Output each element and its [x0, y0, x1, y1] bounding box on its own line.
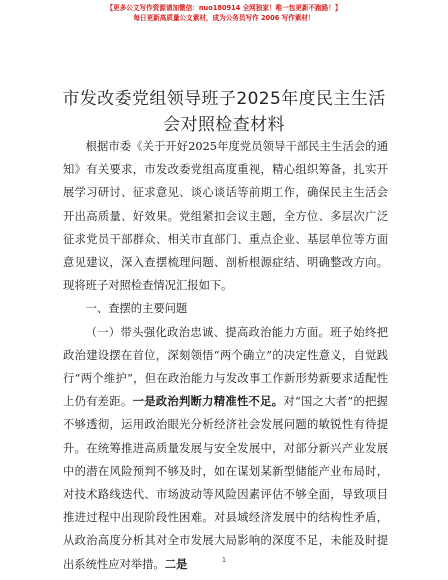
subsection-text-1: （一）带头强化政治忠诚、提高政治能力方面。班子始终把政治建设摆在首位，深刻领悟“两个确立”的决定性意义，自觉践行“两个维护”，但在政治能力与发改事工作新形势新要求适配性上仍有差距。: [63, 325, 388, 409]
intro-paragraph: 根据市委《关于开好2025年度党员领导干部民主生活会的通知》有关要求，市发改委党组高度重视，精心组织筹备，扎实开展学习研讨、征求意见、谈心谈话等前期工作，确保民主生活会开出高质量、好效果。党组紧扣会议主题，全方位、多层次广泛征求党员干部群众、相关市直部门、重点企业、基层单位等方面意见建议，深入查摆梳理问题、剖析根源症结、明确整改方向。现将班子对照检查情况汇报如下。: [63, 140, 388, 293]
subsection-point-1: 一是政治判断力精准性不足。: [132, 394, 284, 409]
document-title: 市发改委党组领导班子2025年度民主生活会对照检查材料: [62, 89, 386, 135]
header-banner: [0, 3, 448, 23]
header-banner-line1: 【更多公文写作资源请加微信：nuo180914 全网独家！唯一包更新不跑路！】: [106, 4, 342, 12]
document-body: [63, 135, 388, 576]
subsection-point-2: 二是: [164, 556, 188, 571]
page-number: 1: [221, 556, 227, 564]
subsection-paragraph: [63, 321, 388, 576]
subsection-text-2: 对“国之大者”的把握不够透彻，运用政治眼光分析经济社会发展问题的敏锐性有待提升。在统筹推进高质量发展与安全发展中，对部分新兴产业发展中的潜在风险预判不够及时，如在谋划某新型储能产业布局时，对技术路线迭代、市场波动等风险因素评估不够全面，导致项目推进过程中出现阶段性困难。对县域经济发展中的结构性矛盾，从政治高度分析其对全市发展大局影响的深度不足，未能及时提出系统性应对举措。: [63, 395, 388, 571]
header-banner-line2: 每日更新高质量公文素材，成为公务员写作 2006 写作素材！: [133, 14, 315, 22]
section-heading: 一、查摆的主要问题: [85, 302, 188, 316]
